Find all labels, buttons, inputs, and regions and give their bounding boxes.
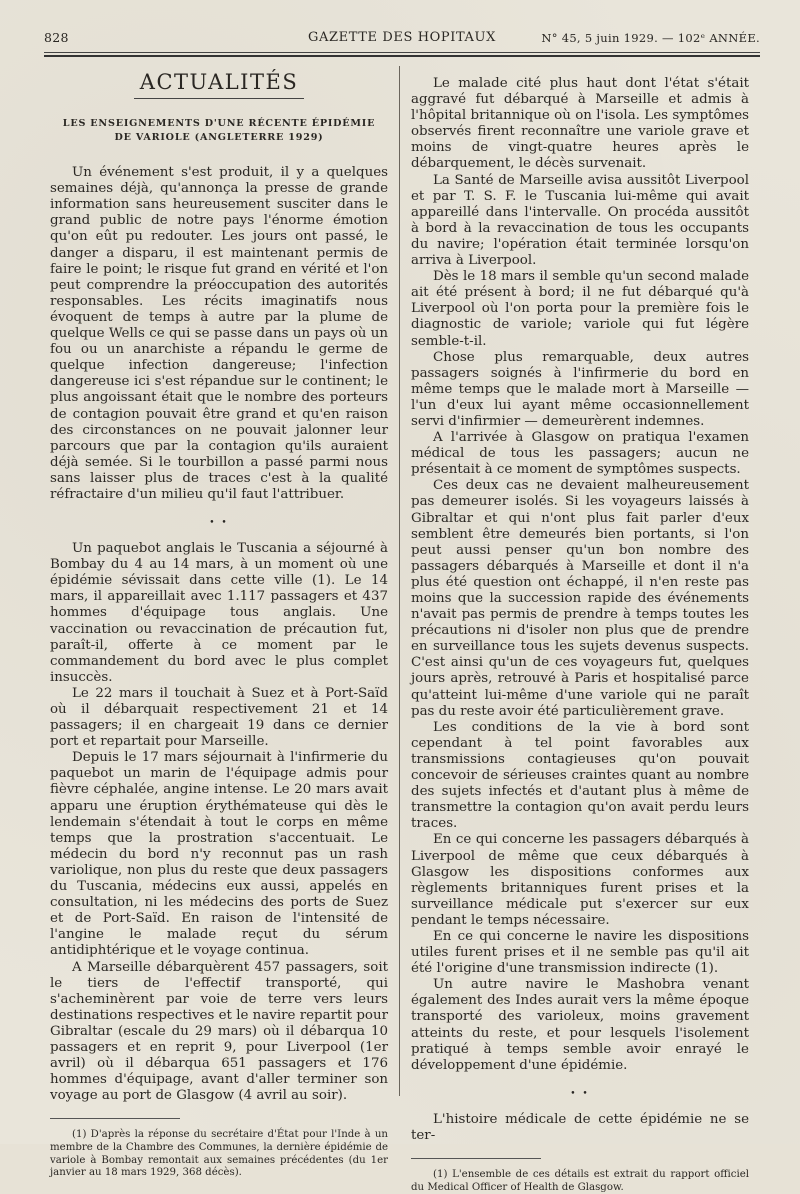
column-divider <box>399 66 400 1096</box>
paragraph: A Marseille débarquèrent 457 passagers, soit le tiers de l'effectif transporté, qui s'acheminèrent par voie de terre vers leurs destinations respectives et le navire repartit pour Gibraltar (escale du 29 mars) où il débarqua 10 passagers et en reprit 9, pour Liverpool (1er avril) où il débarqua 651 passagers et 176 hommes d'équipage, avant d'aller terminer son voyage au port de Glasgow (4 avril au soir). <box>50 959 388 1104</box>
paragraph: Ces deux cas ne devaient malheureusement pas demeurer isolés. Si les voyageurs laissés à Gibraltar et qui n'ont plus fait parler d'eux semblent être demeurés bien portants, si l'on peut aussi penser qu'un bon nombre des passagers débarqués à Marseille et dont il n'a plus été question ont échappé, il n'en reste pas moins que la succession rapide des événements n'avait pas permis de prendre à temps toutes les précautions ni d'isoler non plus que de prendre en surveillance tous les sujets devenus suspects. C'est ainsi qu'un de ces voyageurs fut, quelques jours après, retrouvé à Paris et hospitalisé parce qu'atteint lui-même d'une variole qui ne paraît pas du reste avoir été particulièrement grave. <box>411 478 749 719</box>
paragraph: Le malade cité plus haut dont l'état s'était aggravé fut débarqué à Marseille et admis à l'hôpital britannique où on l'isola. Les symptômes observés firent reconnaître une variole grave et moins de vingt-quatre heures après le débarquement, le décès survenait. <box>411 76 749 172</box>
paragraph: Depuis le 17 mars séjournait à l'infirmerie du paquebot un marin de l'équipage admis pour fièvre céphalée, angine intense. Le 20 mars avait apparu une éruption érythémateuse qui dès le lendemain s'étendait à tout le corps en même temps que la prostration s'accentuait. Le médecin du bord n'y reconnut pas un rash variolique, non plus du reste que deux passagers du Tuscania, médecins eux aussi, appelés en consultation, ni les médecins des ports de Suez et de Port-Saïd. En raison de l'intensité de l'angine le malade reçut du sérum antidiphtérique et le voyage continua. <box>50 750 388 959</box>
footnote-rule <box>50 1118 180 1119</box>
right-column <box>411 64 749 1194</box>
paragraph: Chose plus remarquable, deux autres passagers soignés à l'infirmerie du bord en même temps que le malade mort à Marseille — l'un d'eux lui ayant même occasionnellement servi d'infirmier — demeurèrent indemnes. <box>411 349 749 429</box>
paragraph: En ce qui concerne le navire les dispositions utiles furent prises et il ne semble pas qu'il ait été l'origine d'une transmission indirecte (1). <box>411 928 749 977</box>
left-column <box>50 64 388 1180</box>
title-rule <box>134 98 304 99</box>
paragraph: Un événement s'est produit, il y a quelques semaines déjà, qu'annonça la presse de grande information sans heureusement susciter dans le grand public de notre pays l'énorme émotion qu'on eût pu redouter. Les jours ont passé, le danger a disparu, il est maintenant permis de faire le point; le risque fut grand en vérité et l'on peut comprendre la préoccupation des autorités responsables. Les récits imaginatifs nous évoquent de temps à autre par la plume de quelque Wells ce qui se passe dans un pays où un fou ou un anarchiste a répandu le germe de quelque infection dangereuse; l'infection dangereuse ici s'est répandue sur le continent; le plus angoissant était que le nombre des porteurs de contagion pouvait être grand et qu'en raison des circonstances on ne pouvait jalonner leur parcours que par la contagion qu'ils auraient déjà semée. Si le tourbillon a passé parmi nous sans laisser plus de traces c'est à la qualité réfractaire d'un milieu qu'il faut l'attribuer. <box>50 165 388 502</box>
paragraph: Un autre navire le Mashobra venant également des Indes aurait vers la même époque transporté des varioleux, moins gravement atteints du reste, et pour lesquels l'isolement pratiqué à temps semble avoir enrayé le développement d'une épidémie. <box>411 977 749 1073</box>
paragraph: Le 22 mars il touchait à Suez et à Port-Saïd où il débarquait respectivement 21 et 14 passagers; il en chargeait 19 dans ce dernier port et repartait pour Marseille. <box>50 685 388 750</box>
section-separator: • • <box>209 518 229 529</box>
subtitle-line-2: DE VARIOLE (ANGLETERRE 1929) <box>114 132 324 144</box>
section-title: ACTUALITÉS <box>139 70 299 94</box>
section-separator: • • <box>570 1088 590 1099</box>
header-rule-thick <box>44 55 760 57</box>
article-subtitle <box>50 117 388 145</box>
footnote: (1) D'après la réponse du secrétaire d'État pour l'Inde à un membre de la Chambre des Communes, la dernière épidémie de variole à Bombay remontait aux semaines précédentes (du 1er janvier au 18 mars 1929, 368 décès). <box>50 1129 388 1179</box>
journal-title: GAZETTE DES HOPITAUX <box>308 30 496 45</box>
issue-info: N° 45, 5 juin 1929. — 102ᵉ ANNÉE. <box>541 31 760 45</box>
paragraph: En ce qui concerne les passagers débarqués à Liverpool de même que ceux débarqués à Glasgow les dispositions conformes aux règlements britanniques furent prises et la surveillance médicale put s'exercer sur eux pendant le temps nécessaire. <box>411 832 749 928</box>
subtitle-line-1: LES ENSEIGNEMENTS D'UNE RÉCENTE ÉPIDÉMIE <box>62 118 376 130</box>
page-number: 828 <box>44 30 69 45</box>
paragraph: Dès le 18 mars il semble qu'un second malade ait été présent à bord; il ne fut débarqué qu'à Liverpool où l'on porta pour la première fois le diagnostic de variole; variole qui fut légère semble-t-il. <box>411 269 749 349</box>
top-spacer <box>411 64 749 76</box>
paragraph: Un paquebot anglais le Tuscania a séjourné à Bombay du 4 au 14 mars, à un moment où une épidémie sévissait dans cette ville (1). Le 14 mars, il appareillait avec 1.117 passagers et 437 hommes d'équipage tous anglais. Une vaccination ou revaccination de précaution fut, paraît-il, offerte à ce moment par le commandement du bord avec le plus complet insuccès. <box>50 541 388 685</box>
paragraph: La Santé de Marseille avisa aussitôt Liverpool et par T. S. F. le Tuscania lui-même qui avait appareillé dans l'intervalle. On procéda aussitôt à bord à la revaccination de tous les occupants du navire; l'opération était terminée lorsqu'on arriva à Liverpool. <box>411 172 749 269</box>
paragraph: Les conditions de la vie à bord sont cependant à tel point favorables aux transmissions contagieuses qu'on pouvait concevoir de sérieuses craintes quant au nombre des sujets infectés et d'autant plus à même de transmettre la contagion qu'on avait perdu leurs traces. <box>411 719 749 832</box>
paragraph: A l'arrivée à Glasgow on pratiqua l'examen médical de tous les passagers; aucun ne présentait à ce moment de symptômes suspects. <box>411 430 749 478</box>
footnote: (1) L'ensemble de ces détails est extrait du rapport officiel du Medical Officer of Health de Glasgow. <box>411 1169 749 1193</box>
paragraph-continued: L'histoire médicale de cette épidémie ne se ter- <box>411 1111 749 1143</box>
header-rule <box>44 52 760 53</box>
footnote-rule <box>411 1158 541 1159</box>
running-header <box>44 30 760 45</box>
